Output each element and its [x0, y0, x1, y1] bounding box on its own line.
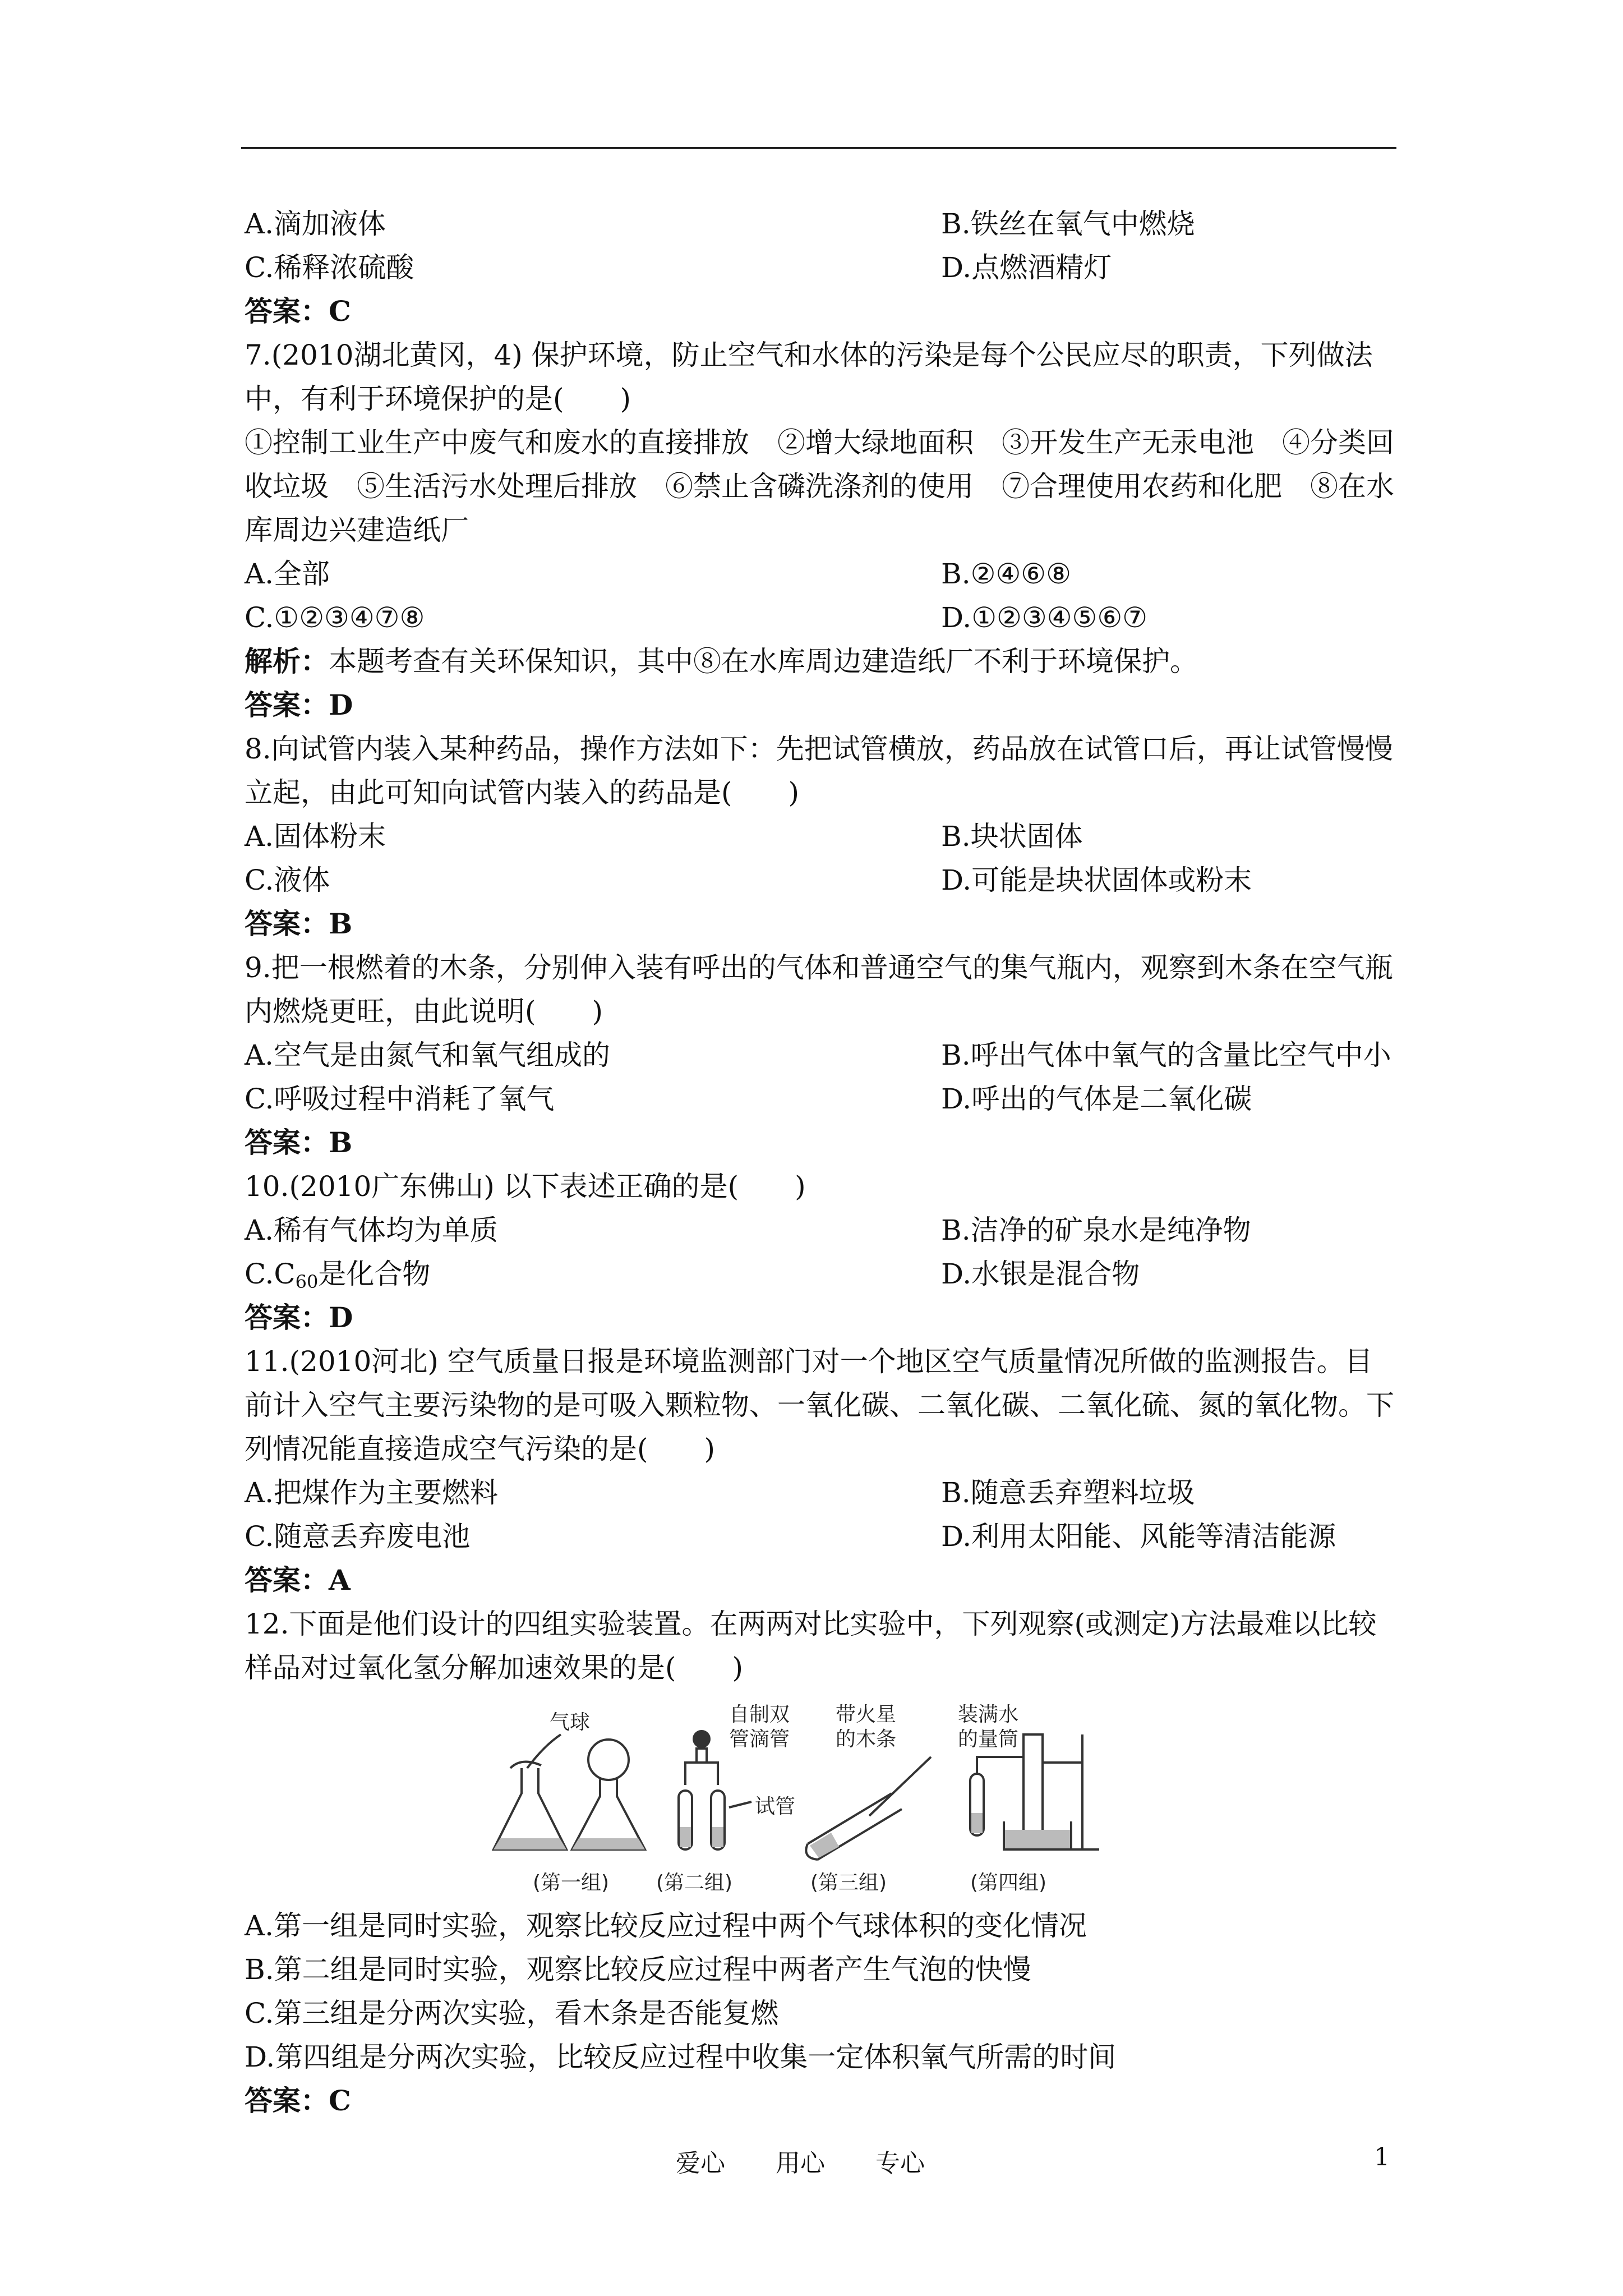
q7-option-c: C.①②③④⑦⑧: [245, 601, 425, 634]
label-splint-line-1: 带火星: [836, 1703, 897, 1726]
q6-option-d: D.点燃酒精灯: [941, 251, 1112, 284]
q10-option-c: [245, 1252, 941, 1296]
footer-motto: [676, 2143, 975, 2179]
label-splint-line-2: 的木条: [836, 1728, 897, 1751]
answer-label: 答案：: [245, 1301, 329, 1334]
q10-option-b: B.洁净的矿泉水是纯净物: [941, 1214, 1251, 1246]
q9-option-d: D.呼出的气体是二氧化碳: [941, 1083, 1252, 1115]
q9-option-a: A.空气是由氮气和氧气组成的: [245, 1039, 611, 1071]
q7-items: ①控制工业生产中废气和废水的直接排放 ②增大绿地面积 ③开发生产无汞电池 ④分类回收垃圾 ⑤生活污水处理后排放 ⑥禁止含磷洗涤剂的使用 ⑦合理使用农药和化肥 ⑧在水库周边兴建造纸厂: [245, 426, 1394, 546]
q9-options-row-1: [245, 1033, 1400, 1077]
answer-label: 答案：: [245, 2084, 329, 2117]
dropper-bulb-stem: [697, 1749, 707, 1763]
balloon-pointer: [527, 1734, 561, 1768]
liquid-tube-right: [712, 1827, 723, 1847]
q8-options-row-1: [245, 815, 1400, 858]
q12-option-b: B.第二组是同时实验，观察比较反应过程中两者产生气泡的快慢: [245, 1953, 1031, 1986]
balloon-right: [588, 1740, 629, 1780]
q7-options-row-2: [245, 596, 1400, 639]
liquid-slanted: [810, 1833, 839, 1858]
motto-3: 专心: [875, 2149, 925, 2178]
label-group-4: (第四组): [970, 1871, 1047, 1894]
q11-options-row-1: [245, 1471, 1400, 1515]
label-cylinder-line-2: 的量筒: [958, 1728, 1019, 1751]
q10-options-row-2: [245, 1252, 1400, 1296]
q8-options-row-2: [245, 858, 1400, 902]
q12-option-d: D.第四组是分两次实验，比较反应过程中收集一定体积氧气所需的时间: [245, 2041, 1117, 2073]
q7-option-a: A.全部: [245, 558, 330, 590]
q9-stem: 9.把一根燃着的木条，分别伸入装有呼出的气体和普通空气的集气瓶内，观察到木条在空气瓶内燃烧更旺，由此说明( ): [245, 951, 1393, 1028]
motto-1: 爱心: [676, 2149, 725, 2178]
liquid-left: [494, 1838, 566, 1849]
q10-answer: [245, 1296, 1400, 1340]
splint: [869, 1757, 931, 1816]
analysis-text: 本题考查有关环保知识，其中⑧在水库周边建造纸厂不利于环境保护。: [329, 645, 1198, 678]
q11-options-row-2: [245, 1515, 1400, 1558]
q10-option-d: D.水银是混合物: [941, 1258, 1140, 1290]
q10-option-a: A.稀有气体均为单质: [245, 1214, 499, 1246]
answer-label: 答案：: [245, 1563, 329, 1596]
label-dropper-line-2: 管滴管: [729, 1728, 790, 1751]
dropper-bulb: [694, 1731, 709, 1747]
answer-value: B: [329, 907, 353, 940]
q6-option-b: B.铁丝在氧气中燃烧: [941, 208, 1195, 240]
q9-options-row-2: [245, 1077, 1400, 1121]
balloon-left-neck: [510, 1762, 541, 1768]
q10-options-row-1: [245, 1208, 1400, 1252]
q6-option-a: A.滴加液体: [245, 208, 386, 240]
label-test-tube: 试管: [755, 1795, 796, 1818]
q7-options-row-1: [245, 552, 1400, 596]
q8-answer: [245, 902, 1400, 946]
tube-pointer: [729, 1802, 751, 1807]
flask-left: [494, 1768, 566, 1849]
answer-label: 答案：: [245, 295, 329, 328]
q6-options-row-2: [245, 246, 1400, 289]
label-balloon: 气球: [550, 1711, 591, 1734]
label-group-1: (第一组): [533, 1871, 610, 1894]
answer-value: B: [329, 1126, 353, 1159]
answer-value: C: [329, 2084, 351, 2117]
q12-option-c: C.第三组是分两次实验，看木条是否能复燃: [245, 1997, 779, 2030]
liquid-reaction-tube: [971, 1813, 983, 1833]
q10-stem: 10.(2010广东佛山) 以下表述正确的是( ): [245, 1170, 806, 1203]
q10-option-c-suffix: 是化合物: [318, 1258, 431, 1290]
page-number: 1: [1374, 2143, 1390, 2171]
liquid-tube-left: [680, 1827, 691, 1847]
answer-value: D: [329, 1301, 353, 1334]
q12-answer: [245, 2079, 1400, 2123]
q11-option-c: C.随意丢弃废电池: [245, 1520, 471, 1553]
q7-analysis: [245, 639, 1400, 683]
answer-value: D: [329, 688, 353, 721]
q10-option-c-prefix: C.C: [245, 1258, 296, 1290]
q11-option-a: A.把煤作为主要燃料: [245, 1476, 499, 1509]
q9-answer: [245, 1121, 1400, 1165]
trough-water: [1005, 1830, 1070, 1848]
label-group-2: (第二组): [656, 1871, 733, 1894]
motto-2: 用心: [776, 2149, 825, 2178]
q7-option-d: D.①②③④⑤⑥⑦: [941, 601, 1147, 634]
q12-stem: 12.下面是他们设计的四组实验装置。在两两对比实验中，下列观察(或测定)方法最难以比较样品对过氧化氢分解加速效果的是( ): [245, 1608, 1377, 1684]
q8-option-d: D.可能是块状固体或粉末: [941, 864, 1252, 896]
q8-option-c: C.液体: [245, 864, 330, 896]
q8-option-a: A.固体粉末: [245, 820, 386, 853]
answer-value: C: [329, 295, 351, 328]
dropper-frame: [685, 1763, 718, 1785]
page-content: [245, 202, 1400, 2123]
answer-value: A: [329, 1563, 351, 1596]
q6-option-c: C.稀释浓硫酸: [245, 251, 414, 284]
label-cylinder-line-1: 装满水: [958, 1703, 1019, 1726]
answer-label: 答案：: [245, 688, 329, 721]
q6-options-row-1: [245, 202, 1400, 246]
q8-option-b: B.块状固体: [941, 820, 1083, 853]
q7-answer: [245, 683, 1400, 727]
answer-label: 答案：: [245, 1126, 329, 1159]
q12-option-a: A.第一组是同时实验，观察比较反应过程中两个气球体积的变化情况: [245, 1910, 1087, 1942]
experiment-figure: [488, 1695, 1105, 1897]
q7-option-b: B.②④⑥⑧: [941, 558, 1071, 590]
q11-option-d: D.利用太阳能、风能等清洁能源: [941, 1520, 1336, 1553]
liquid-right: [572, 1838, 645, 1849]
q9-option-c: C.呼吸过程中消耗了氧气: [245, 1083, 555, 1115]
q11-option-b: B.随意丢弃塑料垃圾: [941, 1476, 1195, 1509]
q11-answer: [245, 1558, 1400, 1602]
analysis-label: 解析：: [245, 645, 329, 678]
q7-stem: 7.(2010湖北黄冈，4) 保护环境，防止空气和水体的污染是每个公民应尽的职责，下列做法中，有利于环境保护的是( ): [245, 339, 1373, 415]
q10-option-c-subscript: 60: [295, 1271, 319, 1292]
q6-answer: [245, 289, 1400, 333]
measuring-cylinder: [1023, 1734, 1043, 1841]
label-group-3: (第三组): [810, 1871, 887, 1894]
q11-stem: 11.(2010河北) 空气质量日报是环境监测部门对一个地区空气质量情况所做的监测报告。目前计入空气主要污染物的是可吸入颗粒物、一氧化碳、二氧化碳、二氧化硫、氮的氧化物。下列情况能直接造成空气污染的是( ): [245, 1345, 1394, 1465]
q8-stem: 8.向试管内装入某种药品，操作方法如下：先把试管横放，药品放在试管口后，再让试管慢慢立起，由此可知向试管内装入的药品是( ): [245, 733, 1393, 809]
q9-option-b: B.呼出气体中氧气的含量比空气中小: [941, 1039, 1391, 1071]
label-dropper-line-1: 自制双: [729, 1703, 790, 1726]
answer-label: 答案：: [245, 907, 329, 940]
header-rule: [241, 147, 1396, 149]
